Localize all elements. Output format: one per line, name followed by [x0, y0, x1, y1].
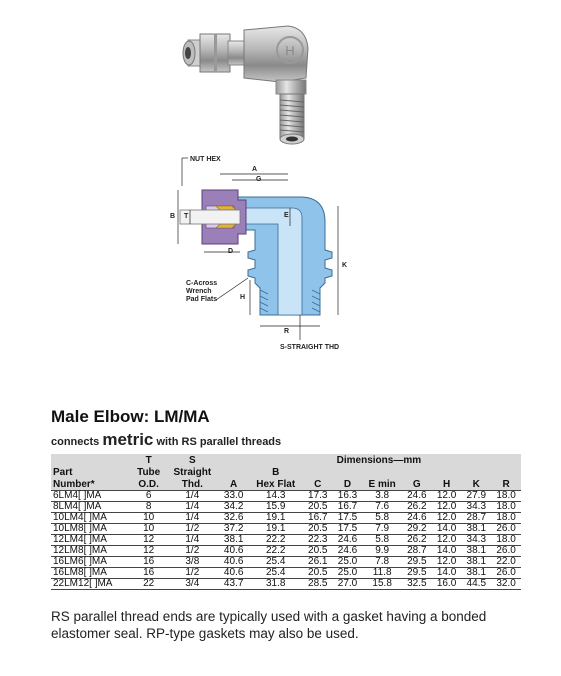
table-cell: 34.3 [466, 533, 487, 545]
dim-b-label: B [170, 213, 176, 220]
table-cell: 6 [145, 489, 152, 501]
table-cell: 18.0 [496, 533, 516, 545]
table-cell: 1/4 [185, 489, 200, 501]
table-cell: 34.2 [223, 500, 244, 512]
table-cell: 38.1 [466, 522, 487, 534]
table-cell: 12 [143, 533, 155, 545]
table-cell: 34.3 [466, 500, 487, 512]
c-across-label-2: Wrench [186, 288, 212, 295]
table-cell: 28.7 [466, 511, 487, 523]
nut-hex-label: NUT HEX [190, 156, 221, 163]
col-part-number: Number* [51, 478, 131, 490]
col-g: G [402, 478, 432, 490]
dim-h-label: H [240, 294, 246, 301]
col-h: H [432, 478, 462, 490]
table-cell: 8LM4[ ]MA [53, 500, 102, 512]
table-cell: 15.8 [372, 577, 392, 589]
header-cell-b: B [249, 466, 303, 478]
table-cell: 1/2 [185, 566, 200, 578]
table-cell: 14.0 [436, 566, 457, 578]
header-cell-part: Part [51, 466, 131, 478]
table-cell: 40.6 [223, 566, 244, 578]
table-cell: 17.3 [308, 489, 328, 501]
table-cell: 32.5 [407, 577, 427, 589]
table-cell: 3/8 [185, 555, 200, 567]
table-cell: 27.0 [337, 577, 358, 589]
dim-r-label: R [284, 328, 290, 335]
header-cell [51, 454, 131, 466]
table-row [51, 501, 521, 512]
table-cell: 29.5 [407, 555, 427, 567]
table-row [51, 523, 521, 534]
col-c: C [303, 478, 333, 490]
dim-a-label: A [252, 166, 258, 173]
table-cell: 25.0 [337, 566, 358, 578]
header-row-3 [51, 478, 521, 490]
table-row [51, 490, 521, 501]
table-cell: 1/4 [185, 511, 200, 523]
table-cell: 7.6 [375, 500, 390, 512]
table-cell: 14.3 [265, 489, 286, 501]
table-cell: 14.0 [436, 544, 457, 556]
table-cell: 15.9 [265, 500, 286, 512]
header-cell-tube: Tube [131, 466, 165, 478]
subtitle-metric: metric [102, 430, 154, 449]
table-cell: 12.0 [436, 533, 457, 545]
table-row [51, 512, 521, 523]
col-tube-od: O.D. [131, 478, 165, 490]
header-cell [219, 466, 249, 478]
col-e-min: E min [362, 478, 402, 490]
table-cell: 32.6 [223, 511, 244, 523]
table-cell: 26.2 [407, 500, 427, 512]
svg-text:H: H [285, 43, 295, 58]
table-cell: 7.8 [375, 555, 390, 567]
table-cell: 10LM8[ ]MA [53, 522, 107, 534]
table-cell: 32.0 [496, 577, 516, 589]
table-cell: 5.8 [375, 511, 390, 523]
table-cell: 1/4 [185, 500, 200, 512]
table-row [51, 556, 521, 567]
col-thread: Thd. [166, 478, 219, 490]
table-cell: 40.6 [223, 555, 244, 567]
table-cell: 33.0 [223, 489, 244, 501]
table-cell: 7.9 [375, 522, 390, 534]
table-cell: 29.5 [407, 566, 427, 578]
table-cell: 20.5 [308, 522, 328, 534]
table-cell: 16.7 [308, 511, 328, 523]
table-cell: 24.6 [407, 511, 427, 523]
table-cell: 26.0 [496, 522, 516, 534]
table-cell: 10 [143, 511, 155, 523]
table-cell: 17.5 [337, 511, 358, 523]
header-cell-t: T [131, 454, 165, 466]
table-cell: 40.6 [223, 544, 244, 556]
table-cell: 1/2 [185, 544, 200, 556]
table-cell: 18.0 [496, 500, 516, 512]
col-b-hex-flat: Hex Flat [249, 478, 303, 490]
c-across-label-1: C-Across [186, 280, 218, 287]
col-k: K [461, 478, 491, 490]
table-cell: 14.0 [436, 522, 457, 534]
header-row-1 [51, 454, 521, 466]
header-cell-straight: Straight [166, 466, 219, 478]
table-cell: 26.2 [407, 533, 427, 545]
table-cell: 22LM12[ ]MA [53, 577, 113, 589]
header-cell [303, 466, 521, 478]
table-cell: 16 [143, 566, 155, 578]
table-cell: 24.6 [337, 544, 358, 556]
table-cell: 16.7 [337, 500, 358, 512]
col-a: A [219, 478, 249, 490]
table-cell: 19.1 [265, 522, 286, 534]
table-cell: 16 [143, 555, 155, 567]
table-row [51, 578, 521, 589]
table-cell: 16.3 [337, 489, 358, 501]
table-cell: 1/2 [185, 522, 200, 534]
table-cell: 12.0 [436, 555, 457, 567]
table-cell: 22.0 [496, 555, 516, 567]
dim-k-label: K [342, 262, 348, 269]
table-cell: 24.6 [337, 533, 358, 545]
table-cell: 26.0 [496, 566, 516, 578]
table-cell: 38.1 [466, 566, 487, 578]
dim-t-label: T [184, 213, 189, 220]
table-cell: 16LM6[ ]MA [53, 555, 107, 567]
table-cell: 12.0 [436, 489, 457, 501]
table-cell: 17.5 [337, 522, 358, 534]
table-cell: 25.4 [265, 566, 286, 578]
elbow-cross-section-diagram [160, 150, 380, 360]
table-cell: 3/4 [185, 577, 200, 589]
table-cell: 38.1 [466, 555, 487, 567]
table-cell: 20.5 [308, 566, 328, 578]
table-cell: 11.8 [372, 566, 392, 578]
dim-g-label: G [256, 176, 262, 183]
table-cell: 25.0 [337, 555, 358, 567]
table-cell: 3.8 [375, 489, 390, 501]
col-r: R [491, 478, 521, 490]
elbow-fitting-photo [180, 8, 330, 158]
table-cell: 28.7 [407, 544, 427, 556]
table-cell: 10LM4[ ]MA [53, 511, 107, 523]
table-cell: 22.2 [265, 544, 286, 556]
table-cell: 26.0 [496, 544, 516, 556]
table-cell: 37.2 [223, 522, 244, 534]
table-cell: 16LM8[ ]MA [53, 566, 107, 578]
table-cell: 22 [143, 577, 155, 589]
table-cell: 27.9 [466, 489, 487, 501]
header-row-2 [51, 466, 521, 478]
table-cell: 26.1 [308, 555, 328, 567]
dim-d-label: D [228, 248, 234, 255]
table-cell: 12 [143, 544, 155, 556]
table-row [51, 545, 521, 556]
dimensions-header: Dimensions—mm [219, 454, 521, 466]
s-thread-label: S-STRAIGHT THD [280, 344, 340, 351]
table-cell: 9.9 [375, 544, 390, 556]
table-cell: 20.5 [308, 544, 328, 556]
c-across-label-3: Pad Flats [186, 296, 218, 303]
table-cell: 24.6 [407, 489, 427, 501]
table-cell: 5.8 [375, 533, 390, 545]
table-cell: 43.7 [223, 577, 244, 589]
table-cell: 29.2 [407, 522, 427, 534]
table-cell: 12LM4[ ]MA [53, 533, 107, 545]
footnote: RS parallel thread ends are typically used with a gasket having a bonded elastomer seal. RP-type gaskets may also be used. [51, 609, 487, 641]
header-cell-s: S [166, 454, 219, 466]
table-cell: 6LM4[ ]MA [53, 489, 102, 501]
table-cell: 38.1 [223, 533, 244, 545]
col-d: D [333, 478, 363, 490]
table-cell: 19.1 [265, 511, 286, 523]
subtitle-post: with RS parallel threads [153, 436, 282, 448]
page-title: Male Elbow: LM/MA [51, 407, 210, 426]
table-cell: 12LM8[ ]MA [53, 544, 107, 556]
table-cell: 8 [145, 500, 152, 512]
table-cell: 1/4 [185, 533, 200, 545]
table-cell: 10 [143, 522, 155, 534]
subtitle [51, 430, 281, 450]
table-cell: 18.0 [496, 489, 516, 501]
table-cell: 12.0 [436, 511, 457, 523]
table-cell: 25.4 [265, 555, 286, 567]
spec-table [51, 454, 521, 590]
table-cell: 16.0 [436, 577, 457, 589]
dim-e-label: E [284, 212, 289, 219]
table-cell: 20.5 [308, 500, 328, 512]
table-cell: 22.2 [265, 533, 286, 545]
table-cell: 44.5 [466, 577, 487, 589]
table-row [51, 534, 521, 545]
table-cell: 22.3 [308, 533, 328, 545]
table-cell: 18.0 [496, 511, 516, 523]
table-cell: 28.5 [308, 577, 328, 589]
table-cell: 12.0 [436, 500, 457, 512]
subtitle-pre: connects [51, 436, 103, 448]
table-row [51, 567, 521, 578]
table-cell: 31.8 [265, 577, 286, 589]
table-cell: 38.1 [466, 544, 487, 556]
